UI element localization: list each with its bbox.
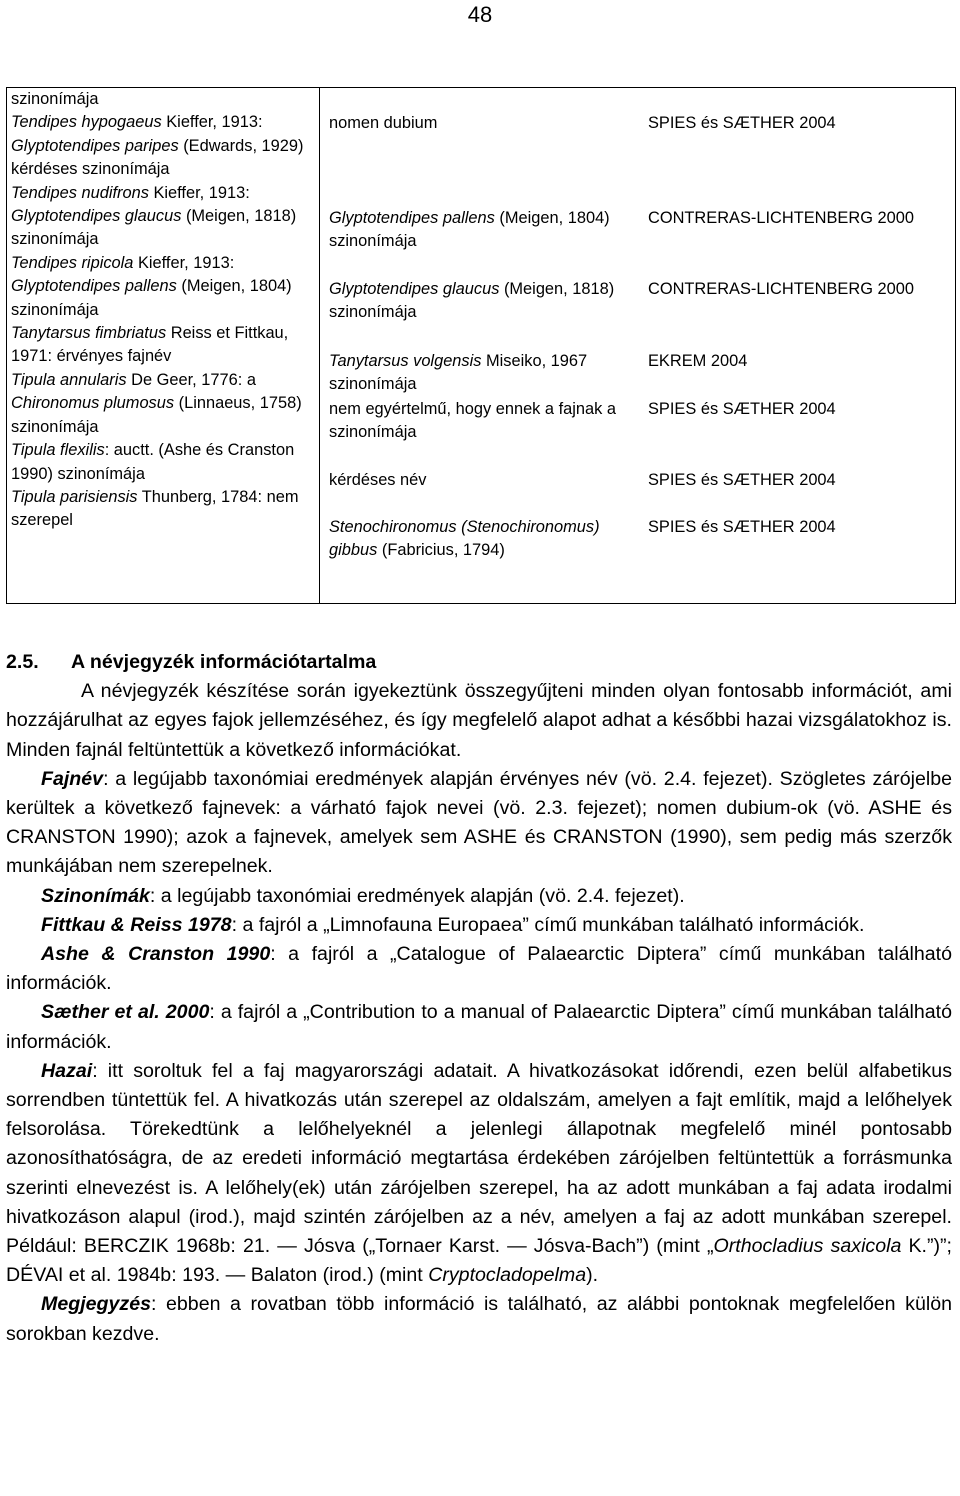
text-run: : itt soroltuk fel a faj magyarországi adatait. A hivatkozásokat időrendi, ezen belül alfabetikus sorrendben tüntettük fel. A hivatkozás után szerepel az oldalszám, amelyen a fajt említik, majd a lelőhelyek felsorolása. Törekedtünk a lelőhelyeknél a jelenlegi állapotnak megfelelő minél pontosabb azonosíthatóságra, de az eredeti információ megtartása érdekében zárójelben feltüntettük a forrásmunka szerinti elnevezést is. A lelőhely(ek) után zárójelben szerepel, ha az adott munkában a faj adata irodalmi hivatkozáson alapul (irod.), majd szintén zárójelben az a név, amelyen a faj az adott munkában szerepel. Például: BERCZIK 1968b: 21. — Jósva („Tornaer Karst. — Jósva-Bach”) (mint „: [6, 1059, 952, 1258]
emphasis-run: Glyptotendipes glaucus: [11, 207, 182, 226]
synonym-status: [329, 516, 629, 563]
synonym-status: [329, 350, 629, 397]
text-run: A névjegyzék készítése során igyekeztünk összegyűjteni minden olyan fontosabb információt, ami hozzájárulhat az egyes fajok jellemzéséhez, és így megfelelő alapot adhat a későbbi hazai vizsgálatokhoz is. Minden fajnál feltüntettük a következő információkat.: [6, 680, 952, 761]
emphasis-run: Chironomus plumosus: [11, 394, 175, 413]
emphasis-run: Tanytarsus volgensis: [329, 352, 482, 370]
synonym-source: SPIES és SÆTHER 2004: [648, 400, 836, 418]
emphasis-run: Megjegyzés: [41, 1293, 151, 1316]
text-run: : ebben a rovatban több információ is található, az alábbi pontoknak megfelelően külön sorokban kezdve.: [6, 1293, 952, 1345]
field-description-fajnev: [6, 765, 952, 882]
section-paragraph: [6, 677, 952, 765]
text-run: szinonímája: [11, 90, 99, 108]
field-description-hazai: [6, 1057, 952, 1291]
synonym-table-left-column: [7, 88, 320, 603]
text-run: : a legújabb taxonómiai eredmények alapján érvényes név (vö. 2.4. fejezet). Szögletes zárójelbe kerültek a következő fajnevek: a várható fajok nevei (vö. 2.3. fejezet); nomen dubium-ok (vö. ASHE és CRANSTON 1990); azok a fajnevek, amelyek sem ASHE és CRANSTON (1990), sem pedig más szerzők munkájában nem szerepelnek.: [6, 767, 952, 878]
section-number: 2.5.: [6, 651, 39, 673]
emphasis-run: Glyptotendipes pallens: [11, 277, 177, 296]
text-run: (Meigen, 1818) szinonímája: [329, 280, 615, 322]
text-run: (Meigen, 1804) szinonímája: [11, 277, 292, 319]
text-run: Kieffer, 1913:: [133, 253, 235, 272]
field-description-szinonimak: [6, 882, 952, 911]
text-run: kérdéses név: [329, 471, 427, 489]
synonym-status: [329, 278, 629, 325]
synonym-source: SPIES és SÆTHER 2004: [648, 471, 836, 489]
field-description-saether: [6, 998, 952, 1056]
field-description-ashe-cranston: [6, 940, 952, 998]
text-run: (Linnaeus, 1758) szinonímája: [11, 394, 302, 436]
section-title: A névjegyzék információtartalma: [71, 651, 377, 673]
emphasis-run: Glyptotendipes pallens: [329, 209, 495, 227]
emphasis-run: Tipula parisiensis: [11, 487, 138, 506]
text-run: Miseiko, 1967 szinonímája: [329, 352, 588, 394]
text-run: : a fajról a „Catalogue of Palaearctic Diptera” című munkában található információk.: [6, 943, 952, 995]
emphasis-run: Sæther et al. 2000: [41, 1001, 210, 1024]
text-run: : a fajról a „Limnofauna Europaea” című munkában található információk.: [231, 913, 865, 936]
synonym-source: SPIES és SÆTHER 2004: [648, 518, 836, 536]
synonym-source: SPIES és SÆTHER 2004: [648, 114, 836, 132]
synonym-table-left-cell: [11, 252, 313, 322]
text-run: : auctt. (Ashe és Cranston 1990) szinonímája: [11, 441, 295, 483]
field-description-fittkau-reiss: [6, 911, 952, 940]
synonym-table-left-cell: [11, 439, 313, 486]
text-run: (Fabricius, 1794): [377, 541, 505, 560]
text-run: (Meigen, 1804) szinonímája: [329, 209, 610, 251]
emphasis-run: Glyptotendipes glaucus: [329, 280, 500, 298]
emphasis-run: Hazai: [41, 1059, 93, 1082]
text-run: : a fajról a „Contribution to a manual of Palaearctic Diptera” című munkában található információk.: [6, 1001, 952, 1053]
synonym-source: EKREM 2004: [648, 352, 748, 370]
text-run: : a legújabb taxonómiai eredmények alapján (vö. 2.4. fejezet).: [149, 884, 685, 907]
synonym-source: CONTRERAS-LICHTENBERG 2000: [648, 280, 914, 298]
text-run: De Geer, 1776: a: [126, 370, 256, 389]
emphasis-run: Cryptocladopelma: [428, 1264, 587, 1287]
synonym-table-left-cell: [11, 88, 313, 111]
emphasis-run: Glyptotendipes paripes: [11, 136, 179, 155]
page-number: 48: [467, 2, 493, 27]
emphasis-run: Tipula annularis: [11, 370, 127, 389]
synonym-status: [329, 112, 629, 135]
synonym-table: [6, 87, 956, 604]
synonym-source: CONTRERAS-LICHTENBERG 2000: [648, 209, 914, 227]
emphasis-run: Fittkau & Reiss 1978: [41, 913, 232, 936]
synonym-table-left-cell: [11, 369, 313, 439]
synonym-status: [329, 207, 629, 254]
synonym-status: [329, 469, 629, 492]
synonym-status: [329, 398, 629, 445]
text-run: Thunberg, 1784: nem szerepel: [11, 487, 299, 530]
text-run: K.”)”; DÉVAI et al. 1984b: 193. — Balaton (irod.) (mint: [6, 1235, 953, 1287]
text-run: Kieffer, 1913:: [161, 113, 263, 132]
emphasis-run: Tendipes nudifrons: [11, 183, 149, 202]
text-run: (Meigen, 1818) szinonímája: [11, 207, 297, 249]
synonym-table-left-cell: [11, 486, 313, 533]
text-run: Kieffer, 1913:: [148, 183, 250, 202]
emphasis-run: Szinonímák: [41, 884, 150, 907]
emphasis-run: Stenochironomus (Stenochironomus) gibbus: [329, 518, 600, 560]
field-description-megjegyzes: [6, 1290, 952, 1348]
text-run: (Edwards, 1929) kérdéses szinonímája: [11, 136, 304, 179]
section-checklist-content: [6, 648, 952, 1349]
text-run: nomen dubium: [329, 114, 438, 132]
emphasis-run: Orthocladius saxicola: [713, 1235, 902, 1258]
emphasis-run: Tendipes hypogaeus: [11, 113, 162, 132]
text-run: Reiss et Fittkau, 1971: érvényes fajnév: [11, 324, 289, 366]
emphasis-run: Tanytarsus fimbriatus: [11, 324, 167, 343]
synonym-table-left-cell: [11, 111, 313, 181]
emphasis-run: Fajnév: [41, 767, 104, 790]
text-run: ).: [586, 1264, 599, 1287]
text-run: nem egyértelmű, hogy ennek a fajnak a szinonímája: [329, 400, 617, 442]
synonym-table-left-cell: [11, 322, 313, 369]
emphasis-run: Tipula flexilis: [11, 441, 105, 460]
emphasis-run: Ashe & Cranston 1990: [41, 943, 271, 966]
synonym-table-left-cell: [11, 182, 313, 252]
emphasis-run: Tendipes ripicola: [11, 253, 134, 272]
section-heading: [6, 648, 952, 677]
